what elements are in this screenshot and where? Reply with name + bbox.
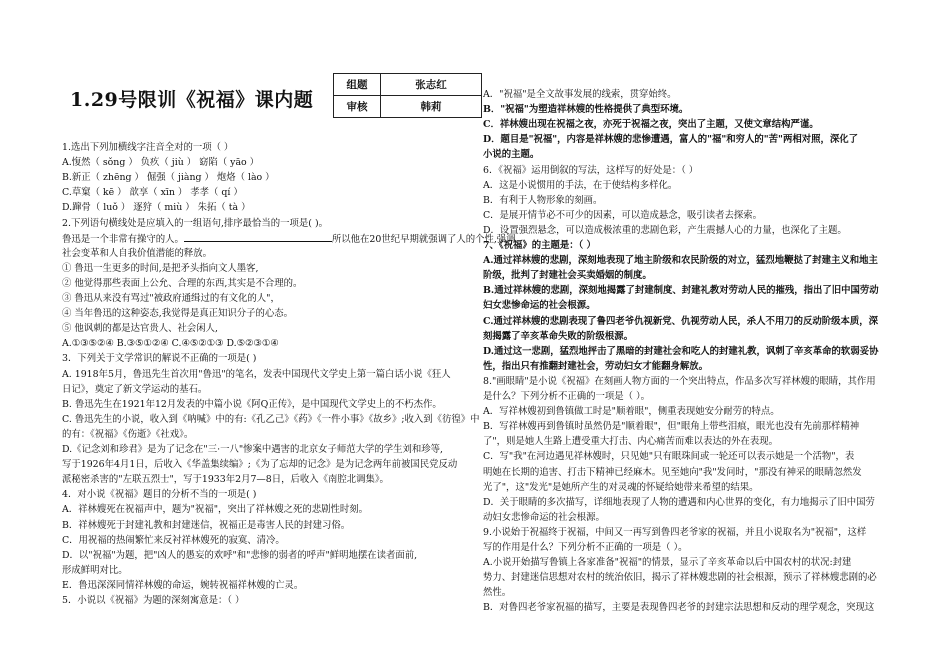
- text-line: 2.下列语句横线处是应填入的一组语句,排序最恰当的一项是( )。: [62, 217, 328, 229]
- text-line: 小说的主题。: [483, 149, 540, 161]
- text-line: ① 鲁迅一生更多的时间,是把矛头指向文人墨客,: [62, 262, 259, 274]
- text-line: D．以"祝福"为题，把"凶人的愚妄的欢呼"和"悲惨的弱者的呼声"鲜明地摆在读者面前,: [62, 549, 418, 561]
- text-line: 光了"，这"发光"是她所产生的对灵魂的怀疑给她带来希望的结果。: [483, 481, 759, 493]
- text-line: A．祥林嫂死在祝福声中，题为"祝福"，突出了祥林嫂之死的悲剧性时刻。: [62, 504, 369, 516]
- text-line: 日记》，奠定了新文学运动的基石。: [62, 383, 208, 395]
- q2-fill-tail: 所以他在20世纪早期就强调了人的个性,强调: [331, 233, 516, 245]
- text-line: 4．对小说《祝福》题目的分析不当的一项是( ): [62, 489, 257, 501]
- text-line: C. 鲁迅先生的小说，收入到《呐喊》中的有:《孔乙己》《药》《一件小事》《故乡》;收入到《彷徨》中: [62, 413, 480, 425]
- text-line: 阶级，批判了封建社会买卖婚姻的制度。: [483, 270, 652, 282]
- text-line: C.草窠（ kē ） 歆享（ xīn ） 孝孝（ qí ）: [62, 187, 243, 199]
- text-line: 写于1926年4月1日，后收入《华盖集续编》;《为了忘却的记念》是为记念两年前被国民党反动: [62, 459, 458, 471]
- fill-blank: [184, 231, 332, 242]
- review-value: 韩莉: [381, 96, 482, 118]
- editor-info-table: [333, 73, 482, 118]
- text-line: 写的作用是什么？下列分析不正确的一项是（ ）。: [483, 542, 688, 553]
- group-value: 张志红: [381, 74, 482, 96]
- page-title: 1.29号限训《祝福》课内题: [70, 89, 314, 111]
- text-line: B.新正（ zhēng ） 倔强（ jiàng ） 炮烙（ lào ）: [62, 172, 275, 184]
- text-line: B．对鲁四老爷家祝福的描写，主要是表现鲁四老爷的封建宗法思想和反动的理学观念，突现这: [483, 602, 875, 614]
- text-line: C．祥林嫂出现在祝福之夜，亦死于祝福之夜，突出了主题，又使文章结构严谨。: [483, 119, 819, 131]
- text-line: E．鲁迅深深同情祥林嫂的命运，婉转祝福祥林嫂的亡灵。: [62, 579, 304, 591]
- text-line: 鲁迅是一个非常有操守的人。 所以他在20世纪早期就强调了人的个性,强调: [62, 231, 464, 247]
- text-line: A. 1918年5月，鲁迅先生首次用"鲁迅"的笔名，发表中国现代文学史上第一篇白话小说《狂人: [62, 368, 451, 380]
- text-line: A.通过祥林嫂的悲剧，深刻地表现了地主阶级和农民阶级的对立，猛烈地鞭挞了封建主义和地主: [483, 255, 878, 267]
- text-line: 妇女悲惨命运的社会根源。: [483, 300, 596, 312]
- text-line: A．写祥林嫂初到鲁镇做工时是"顺着眼"，侧重表现她安分耐劳的特点。: [483, 406, 780, 418]
- group-label: 组题: [334, 74, 381, 96]
- text-line: D.《记念刘和珍君》是为了记念在"三·一八"惨案中遇害的北京女子师范大学的学生刘和珍等,: [62, 444, 443, 455]
- text-line: A．"祝福"是全文故事发展的线索，贯穿始终。: [483, 89, 677, 100]
- text-line: A.小说开始描写鲁镇上各家准备"祝福"的情景，显示了辛亥革命以后中国农村的状况:封建: [483, 557, 852, 569]
- text-line: 刻揭露了辛亥革命失败的阶级根源。: [483, 330, 634, 342]
- text-line: 明她在长期的追害、打击下精神已经麻木。见至她向"我"发问时，"那没有神采的眼睛忽然发: [483, 466, 862, 478]
- text-line: A.①③⑤②④ B.③⑤①②④ C.④⑤②①③ D.⑤②③①④: [62, 338, 279, 350]
- text-line: 势力、封建迷信思想对农村的统治依旧，揭示了祥林嫂悲剧的社会根源，预示了祥林嫂悲剧的必: [483, 572, 877, 584]
- text-line: D．设置强烈悬念，可以造成极浓重的悲剧色彩，产生震撼人心的力量，也深化了主题。: [483, 224, 847, 236]
- text-line: B．有利于人物形象的刻画。: [483, 194, 603, 206]
- text-line: 动妇女悲惨命运的社会根源。: [483, 511, 605, 523]
- text-line: 7、《祝福》的主题是：（ ）: [483, 240, 596, 251]
- text-line: 社会变革和人自我价值潜能的释放。: [62, 247, 213, 259]
- text-line: 性，指出只有推翻封建社会，劳动妇女才能翻身解放。: [483, 360, 709, 372]
- text-line: ④ 当年鲁迅的这种姿态,我觉得是真正知识分子的心态。: [62, 308, 293, 320]
- text-line: D.通过这一悲剧，猛烈地抨击了黑暗的封建社会和吃人的封建礼教，讽刺了辛亥革命的软弱妥协: [483, 345, 879, 357]
- text-line: 9.小说始于祝福终于祝福，中间又一再写到鲁四老爷家的祝福，并且小说取名为"祝福"，这样: [483, 526, 867, 538]
- text-line: B.通过祥林嫂的悲剧，深刻地揭露了封建制度、封建礼教对劳动人民的摧残，指出了旧中国劳动: [483, 285, 879, 297]
- text-line: C．写"我"在河边遇见祥林嫂时，只见她"只有眼珠间或一轮还可以表示她是一个活物"，表: [483, 451, 855, 463]
- text-line: ③ 鲁迅从来没有骂过"被政府通缉过的有文化的人"，: [62, 293, 280, 304]
- text-line: ⑤ 他讽刺的都是达官贵人、社会闲人,: [62, 323, 218, 335]
- text-line: 1.选出下列加横线字注音全对的一项（ ）: [62, 142, 234, 153]
- text-line: 5．小说以《祝福》为题的深刻寓意是：（ ）: [62, 595, 245, 606]
- text-line: C．用祝福的热闹繁忙来反衬祥林嫂死的寂寞、清冷。: [62, 534, 285, 546]
- text-line: C.通过祥林嫂的悲剧表现了鲁四老爷仇视新党、仇视劳动人民，杀人不用刀的反动阶级本质，深: [483, 315, 878, 327]
- text-line: B. 鲁迅先生在1921年12月发表的中篇小说《阿Q正传》，是中国现代文学史上的不朽杰作。: [62, 398, 442, 410]
- text-line: 了"，则是她人生路上遭受重大打击、内心痛苦而难以表达的外在表现。: [483, 436, 778, 448]
- text-line: C．是展开情节必不可少的因素，可以造成悬念，吸引读者去探索。: [483, 209, 763, 221]
- text-line: B．写祥林嫂再到鲁镇时虽然仍是"顺着眼"，但"眼角上带些泪痕，眼光也没有先前那样精神: [483, 421, 860, 433]
- text-line: ② 他觉得那些表面上公允、合理的东西,其实是不合理的。: [62, 277, 303, 289]
- text-line: B．祥林嫂死于封建礼教和封建迷信，祝福正是毒害人民的封建习俗。: [62, 519, 351, 531]
- text-line: D.蹿骨（ luǒ ） 逐狩（ miù ） 朱拓（ tà ）: [62, 202, 251, 214]
- text-line: D．题目是"祝福"，内容是祥林嫂的悲惨遭遇，富人的"福"和穷人的"苦"两相对照，深化了: [483, 134, 858, 146]
- text-line: 3．下列关于文学常识的解说不正确的一项是( ): [62, 353, 257, 365]
- text-line: A.愎然（ sǒng ） 负疚（ jiù ） 窈陷（ yāo ）: [62, 157, 260, 169]
- text-line: B．"祝福"为塑造祥林嫂的性格提供了典型环境。: [483, 104, 689, 116]
- text-line: 派秘密杀害的"左联五烈士"，写于1933年2月7—8日，后收入《南腔北调集》。: [62, 474, 389, 486]
- text-line: 6．《祝福》运用倒叙的写法，这样写的好处是：（ ）: [483, 164, 699, 176]
- text-line: 是什么？下列分析不正确的一项是（ ）。: [483, 391, 651, 402]
- text-line: 的有：《祝福》《伤逝》《社戏》。: [62, 428, 194, 440]
- text-line: 然性。: [483, 587, 512, 599]
- text-line: A．这是小说惯用的手法，在于使结构多样化。: [483, 179, 678, 191]
- text-line: D．关于眼睛的多次描写，详细地表现了人物的遭遇和内心世界的变化，有力地揭示了旧中国劳: [483, 496, 875, 508]
- review-label: 审核: [334, 96, 381, 118]
- text-line: 形成鲜明对比。: [62, 564, 128, 576]
- text-line: 8."画眼睛"是小说《祝福》在刻画人物方面的一个突出特点，作品多次写祥林嫂的眼睛，其作用: [483, 375, 876, 387]
